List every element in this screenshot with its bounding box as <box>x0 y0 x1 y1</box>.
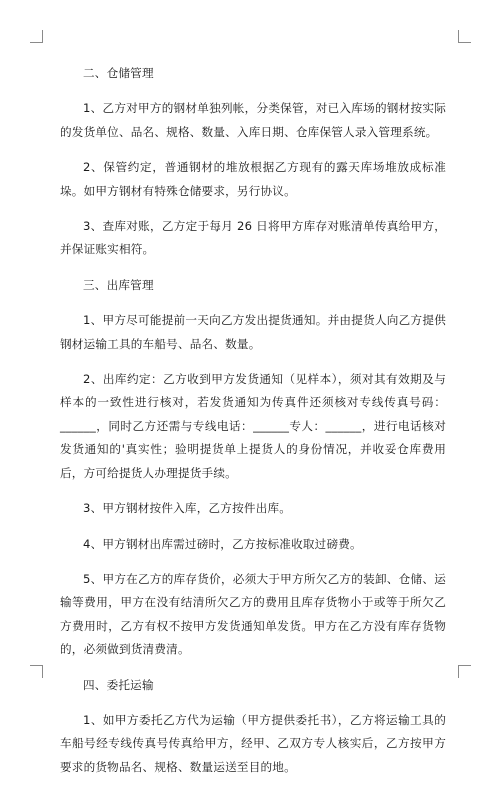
paragraph-transport-1: 1、如甲方委托乙方代为运输（甲方提供委托书），乙方将运输工具的车船号经专线传真号传真给甲方，经甲、乙双方专人核实后，乙方按甲方要求的货物品名、规格、数量运送至目的地。 <box>60 712 446 774</box>
paragraph-storage-3: 3、查库对账，乙方定于每月 26 日将甲方库存对账清单传真给甲方，并保证账实相符。 <box>60 219 446 257</box>
crop-mark-bottom-right <box>458 665 471 678</box>
paragraph-outbound-3: 3、甲方钢材按件入库，乙方按件出库。 <box>83 501 292 516</box>
paragraph-outbound-5: 5、甲方在乙方的库存货价，必须大于甲方所欠乙方的装卸、仓储、运输等费用，甲方在没有结清所欠乙方的费用且库存货物小于或等于所欠乙方费用时，乙方有权不按甲方发货通知单发货。甲方在乙方没有库存货物的，必须做到货清费清。 <box>60 571 446 657</box>
paragraph-outbound-4: 4、甲方钢材出库需过磅时，乙方按标准收取过磅费。 <box>83 536 362 551</box>
crop-mark-top-left <box>30 30 43 43</box>
paragraph-outbound-1: 1、甲方尽可能提前一天向乙方发出提货通知。并由提货人向乙方提供钢材运输工具的车船号、品名、数量。 <box>60 313 446 351</box>
crop-mark-bottom-left <box>30 665 43 678</box>
section-heading-storage: 二、仓储管理 <box>83 66 154 80</box>
crop-mark-top-right <box>458 30 471 43</box>
document-body <box>60 62 446 791</box>
paragraph-outbound-2: 2、出库约定：乙方收到甲方发货通知（见样本），须对其有效期及与样本的一致性进行核对，若发货通知为传真件还须核对专线传真号码：______，同时乙方还需与专线电话：______专人：______，进行电话核对发货通知的'真实性；验明提货单上提货人的身份情况，并收妥仓库费用后，方可给提货人办理提货手续。 <box>60 372 446 480</box>
paragraph-storage-2: 2、保管约定，普通钢材的堆放根据乙方现有的露天库场堆放成标准垛。如甲方钢材有特殊仓储要求，另行协议。 <box>60 160 446 198</box>
section-heading-transport: 四、委托运输 <box>83 677 154 692</box>
section-heading-outbound: 三、出库管理 <box>83 277 154 292</box>
paragraph-storage-1: 1、乙方对甲方的钢材单独列帐，分类保管，对已入库场的钢材按实际的发货单位、品名、规格、数量、入库日期、仓库保管人录入管理系统。 <box>60 101 446 139</box>
